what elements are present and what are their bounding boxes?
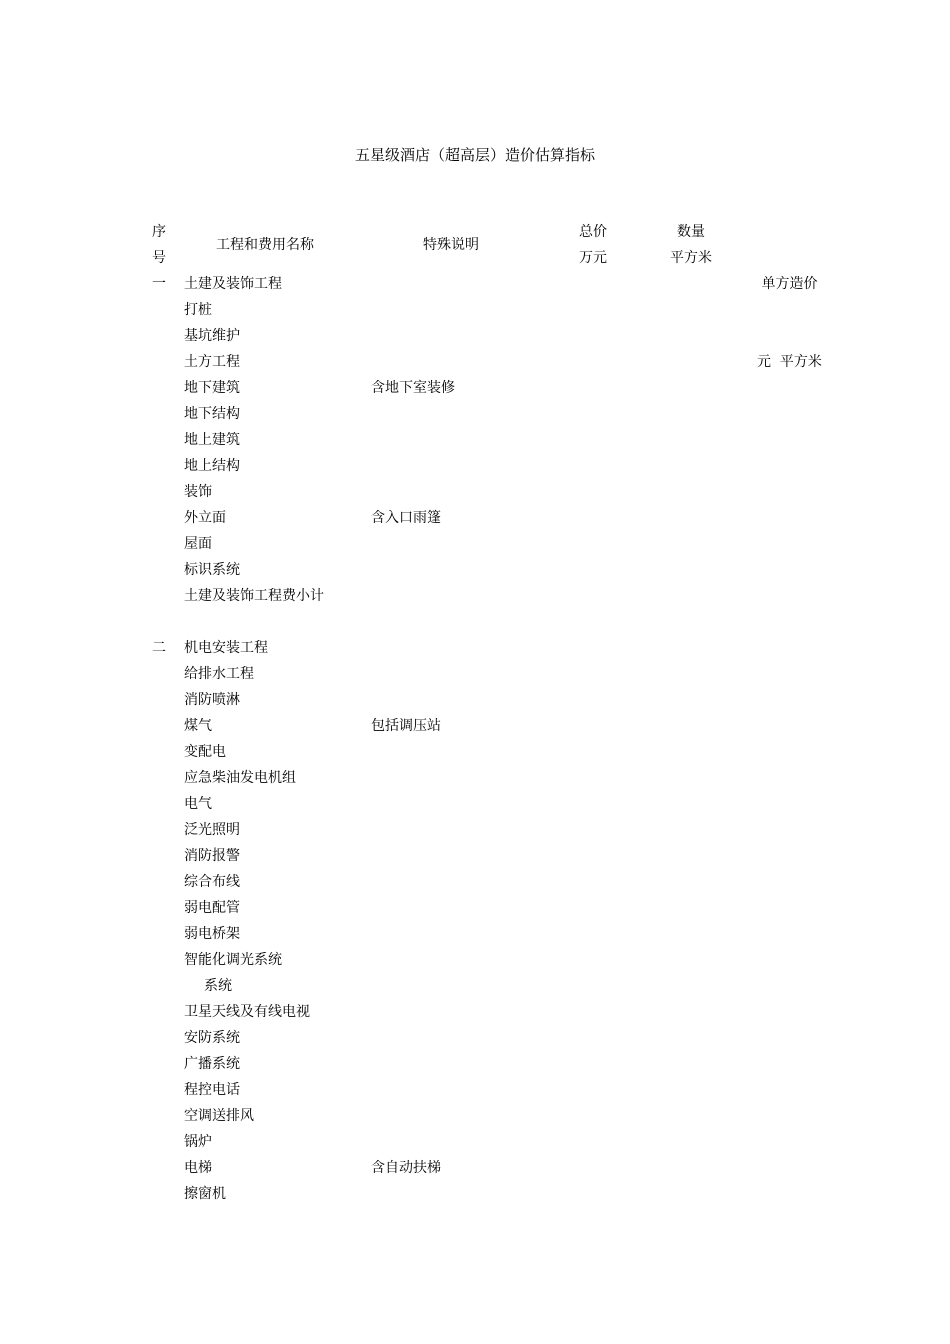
- header-unit-line1: 单方造价: [761, 276, 818, 292]
- row-name: 系统: [204, 978, 232, 994]
- header-total-line2: 万元: [579, 250, 607, 266]
- row-name: 应急柴油发电机组: [184, 770, 296, 786]
- header-total: [579, 219, 607, 271]
- row-name: 程控电话: [184, 1082, 240, 1098]
- table-row: [0, 505, 950, 531]
- row-note: 含地下室装修: [371, 380, 455, 396]
- table-row: [0, 531, 950, 557]
- table-row: [0, 739, 950, 765]
- row-name: 泛光照明: [184, 822, 240, 838]
- header-total-line1: 总价: [579, 224, 607, 240]
- row-name: 屋面: [184, 536, 212, 552]
- header-qty-line1: 数量: [677, 224, 705, 240]
- table-row: [0, 1077, 950, 1103]
- row-name: 地下结构: [184, 406, 240, 422]
- table-row: [0, 1181, 950, 1207]
- row-note: 包括调压站: [371, 718, 441, 734]
- row-name: 消防报警: [184, 848, 240, 864]
- table-row: [0, 583, 950, 609]
- table-row: [0, 973, 950, 999]
- row-name: 弱电配管: [184, 900, 240, 916]
- row-name: 锅炉: [184, 1134, 212, 1150]
- row-name: 广播系统: [184, 1056, 240, 1072]
- table-row: [0, 297, 950, 323]
- row-name: 电气: [184, 796, 212, 812]
- row-name: 打桩: [184, 302, 212, 318]
- table-row: [0, 999, 950, 1025]
- row-name: 地下建筑: [184, 380, 240, 396]
- table-row: [0, 453, 950, 479]
- row-name: 卫星天线及有线电视: [184, 1004, 310, 1020]
- row-name: 给排水工程: [184, 666, 254, 682]
- table-row: [0, 271, 950, 297]
- table-row: [0, 401, 950, 427]
- row-name: 擦窗机: [184, 1186, 226, 1202]
- row-name: 土建及装饰工程: [184, 276, 282, 292]
- table-row: [0, 817, 950, 843]
- header-qty-line2: 平方米: [670, 250, 712, 266]
- header-qty: [670, 219, 712, 271]
- row-name: 智能化调光系统: [184, 952, 282, 968]
- row-name: 标识系统: [184, 562, 240, 578]
- table-row: [0, 479, 950, 505]
- row-note: 含入口雨篷: [371, 510, 441, 526]
- row-name: 空调送排风: [184, 1108, 254, 1124]
- row-name: 地上建筑: [184, 432, 240, 448]
- row-note: 含自动扶梯: [371, 1160, 441, 1176]
- table-row: [0, 375, 950, 401]
- table-row: [0, 895, 950, 921]
- page-title: 五星级酒店（超高层）造价估算指标: [354, 146, 595, 164]
- table-row: [0, 1025, 950, 1051]
- row-name: 变配电: [184, 744, 226, 760]
- header-seq-line1: 序: [152, 224, 166, 240]
- table-row: [0, 557, 950, 583]
- row-name: 机电安装工程: [184, 640, 268, 656]
- row-name: 弱电桥架: [184, 926, 240, 942]
- row-name: 安防系统: [184, 1030, 240, 1046]
- header-note: 特殊说明: [423, 237, 479, 253]
- header-unit-line2: 元 平方米: [757, 354, 822, 370]
- header-seq: [152, 219, 166, 271]
- row-name: 地上结构: [184, 458, 240, 474]
- header-name: 工程和费用名称: [216, 237, 314, 253]
- table-row: [0, 687, 950, 713]
- table-row: [0, 791, 950, 817]
- table-row: [0, 713, 950, 739]
- table-row: [0, 947, 950, 973]
- row-seq: 二: [152, 640, 166, 656]
- row-name: 装饰: [184, 484, 212, 500]
- table-row: [0, 323, 950, 349]
- row-name: 综合布线: [184, 874, 240, 890]
- table-row: [0, 635, 950, 661]
- row-name: 基坑维护: [184, 328, 240, 344]
- table-row: [0, 1129, 950, 1155]
- table-row: [0, 349, 950, 375]
- table-row: [0, 921, 950, 947]
- table-row: [0, 869, 950, 895]
- table-row: [0, 1051, 950, 1077]
- row-name: 消防喷淋: [184, 692, 240, 708]
- row-name: 土方工程: [184, 354, 240, 370]
- table-row: [0, 843, 950, 869]
- table-row: [0, 1103, 950, 1129]
- row-seq: 一: [152, 276, 166, 292]
- header-seq-line2: 号: [152, 250, 166, 266]
- table-row: [0, 1155, 950, 1181]
- table-row: [0, 661, 950, 687]
- row-name: 煤气: [184, 718, 212, 734]
- table-row: [0, 427, 950, 453]
- row-name: 土建及装饰工程费小计: [184, 588, 324, 604]
- table-row: [0, 765, 950, 791]
- row-name: 电梯: [184, 1160, 212, 1176]
- row-name: 外立面: [184, 510, 226, 526]
